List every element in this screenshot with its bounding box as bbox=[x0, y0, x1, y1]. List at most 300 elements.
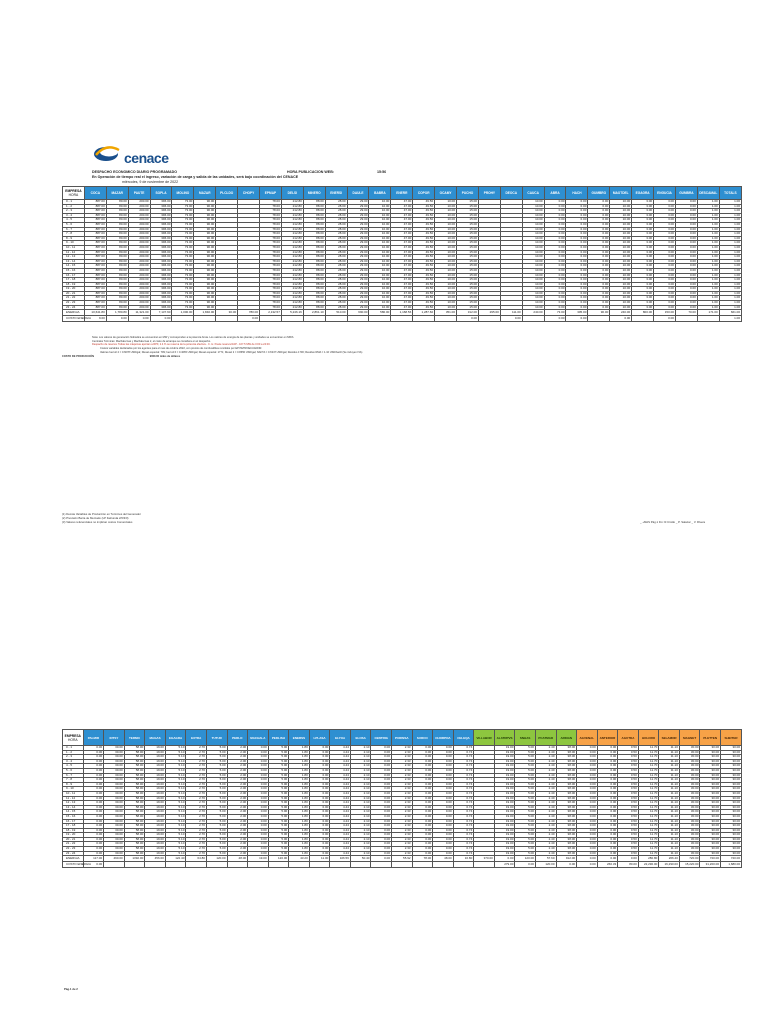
hour-cell: 12 - 13 bbox=[63, 801, 84, 806]
value-cell: 0.50 bbox=[618, 796, 639, 801]
value-cell: 0.00 bbox=[544, 305, 566, 310]
value-cell: 3.00 bbox=[632, 282, 654, 287]
value-cell: 58.00 bbox=[124, 782, 145, 787]
value-cell: 2.00 bbox=[227, 778, 248, 783]
value-cell: 0.00 bbox=[83, 787, 104, 792]
value-cell: 10.00 bbox=[522, 241, 544, 246]
value-cell: 0.00 bbox=[544, 301, 566, 306]
value-cell: 1.00 bbox=[719, 209, 741, 214]
value-cell: 88.00 bbox=[303, 301, 325, 306]
costo-value: 9000.00 bbox=[149, 354, 160, 358]
value-cell: 0.00 bbox=[248, 768, 269, 773]
value-cell: 0.74 bbox=[453, 847, 474, 852]
value-cell: 0.00 bbox=[577, 814, 598, 819]
value-cell: 0.00 bbox=[544, 278, 566, 283]
value-cell: 0.00 bbox=[309, 837, 330, 842]
value-cell: 0.00 bbox=[577, 833, 598, 838]
value-cell: 80.00 bbox=[106, 222, 128, 227]
value-cell: 1.80 bbox=[289, 847, 310, 852]
value-cell: 15.00 bbox=[457, 287, 479, 292]
value-cell: 10.00 bbox=[610, 273, 632, 278]
value-cell: 0.00 bbox=[577, 824, 598, 829]
hour-cell: 2 - 3 bbox=[63, 209, 85, 214]
total-cell: 120.00 bbox=[206, 856, 227, 862]
value-cell: 11.10 bbox=[659, 759, 680, 764]
value-cell: 887.00 bbox=[84, 200, 106, 205]
value-cell: 0.00 bbox=[577, 782, 598, 787]
value-cell: 1.00 bbox=[719, 200, 741, 205]
value-cell: 49.50 bbox=[413, 245, 435, 250]
value-cell: 80.00 bbox=[106, 236, 128, 241]
value-cell: 0.00 bbox=[309, 768, 330, 773]
value-cell: 212.80 bbox=[281, 255, 303, 260]
value-cell: 30.00 bbox=[721, 782, 742, 787]
value-cell: 10.00 bbox=[435, 278, 457, 283]
total-cell: 48.00 bbox=[433, 856, 454, 862]
total-cell: 120.00 bbox=[535, 862, 556, 868]
value-cell: 3.00 bbox=[632, 250, 654, 255]
value-cell: 0.00 bbox=[248, 824, 269, 829]
total-cell bbox=[675, 316, 697, 322]
value-cell: 200.00 bbox=[128, 287, 150, 292]
value-cell: 0.00 bbox=[433, 837, 454, 842]
value-cell: 73.00 bbox=[172, 264, 194, 269]
value-cell: 2.70 bbox=[186, 796, 207, 801]
value-cell: 5.00 bbox=[206, 750, 227, 755]
value-cell: 80.00 bbox=[106, 255, 128, 260]
value-cell: 200.00 bbox=[128, 236, 150, 241]
hour-cell: 19 - 20 bbox=[63, 833, 84, 838]
value-cell: 30.00 bbox=[679, 768, 700, 773]
value-cell: 2.70 bbox=[186, 801, 207, 806]
value-cell: 0.00 bbox=[433, 787, 454, 792]
column-header: AGUTDA bbox=[618, 730, 639, 746]
value-cell: 3.00 bbox=[654, 264, 676, 269]
value-cell: 29.00 bbox=[347, 236, 369, 241]
value-cell: 28.00 bbox=[325, 227, 347, 232]
value-cell: 90.00 bbox=[194, 200, 216, 205]
value-cell: 49.50 bbox=[413, 264, 435, 269]
value-cell: 887.00 bbox=[84, 227, 106, 232]
value-cell: 10.00 bbox=[610, 305, 632, 310]
value-cell: 15.00 bbox=[457, 305, 479, 310]
value-cell: 19.00 bbox=[494, 773, 515, 778]
value-cell: 30.00 bbox=[700, 768, 721, 773]
value-cell: 5.00 bbox=[515, 810, 536, 815]
value-cell: 212.80 bbox=[281, 273, 303, 278]
value-cell: 2.40 bbox=[535, 842, 556, 847]
value-cell: 396.00 bbox=[150, 296, 172, 301]
value-cell: 212.80 bbox=[281, 241, 303, 246]
value-cell: 5.00 bbox=[206, 824, 227, 829]
total-cell bbox=[124, 862, 145, 868]
value-cell: 58.00 bbox=[124, 837, 145, 842]
value-cell: 11.10 bbox=[659, 764, 680, 769]
value-cell: 5.00 bbox=[206, 791, 227, 796]
value-cell: 0.00 bbox=[675, 296, 697, 301]
value-cell: 0.00 bbox=[597, 768, 618, 773]
value-cell: 3.00 bbox=[654, 287, 676, 292]
value-cell: 2.70 bbox=[186, 778, 207, 783]
column-header: ENERR bbox=[391, 187, 413, 200]
value-cell: 30.00 bbox=[679, 805, 700, 810]
value-cell: 2.10 bbox=[350, 759, 371, 764]
value-cell: 0.00 bbox=[577, 768, 598, 773]
value-cell: 0.00 bbox=[248, 750, 269, 755]
value-cell: 2.10 bbox=[350, 814, 371, 819]
value-cell: 15.00 bbox=[457, 296, 479, 301]
value-cell: 0.50 bbox=[618, 750, 639, 755]
value-cell: 3.00 bbox=[632, 287, 654, 292]
value-cell: 15.00 bbox=[457, 222, 479, 227]
value-cell: 0.00 bbox=[577, 847, 598, 852]
value-cell: 29.00 bbox=[347, 213, 369, 218]
value-cell: 4.44 bbox=[330, 814, 351, 819]
value-cell: 0.00 bbox=[566, 250, 588, 255]
value-cell: 10.00 bbox=[522, 268, 544, 273]
value-cell: 1.80 bbox=[289, 819, 310, 824]
value-cell: 30.00 bbox=[104, 837, 125, 842]
value-cell: 10.00 bbox=[610, 301, 632, 306]
hour-cell: 20 - 21 bbox=[63, 291, 85, 296]
value-cell: 0.00 bbox=[309, 828, 330, 833]
value-cell: 0.00 bbox=[433, 782, 454, 787]
value-cell: 47.00 bbox=[391, 222, 413, 227]
value-cell: 0.50 bbox=[618, 787, 639, 792]
total-cell: 111.00 bbox=[500, 310, 522, 316]
total-cell: 122.40 bbox=[165, 856, 186, 862]
value-cell: 80.00 bbox=[106, 213, 128, 218]
value-cell: 0.00 bbox=[371, 759, 392, 764]
value-cell: 11.70 bbox=[638, 847, 659, 852]
value-cell: 3.00 bbox=[632, 213, 654, 218]
value-cell: 1.80 bbox=[289, 824, 310, 829]
value-cell: 0.00 bbox=[675, 259, 697, 264]
value-cell: 3.00 bbox=[632, 232, 654, 237]
value-cell: 11.70 bbox=[638, 764, 659, 769]
value-cell: 1.80 bbox=[289, 810, 310, 815]
table-header-row bbox=[63, 730, 742, 746]
value-cell: 1.00 bbox=[697, 204, 719, 209]
total-cell: 0.00 bbox=[577, 856, 598, 862]
value-cell: 4.44 bbox=[330, 750, 351, 755]
value-cell: 0.00 bbox=[588, 301, 610, 306]
total-cell: 690.00 bbox=[347, 310, 369, 316]
value-cell: 38.00 bbox=[556, 746, 577, 751]
value-cell: 2.00 bbox=[227, 814, 248, 819]
value-cell: 38.00 bbox=[556, 796, 577, 801]
value-cell: 38.00 bbox=[556, 851, 577, 856]
value-cell: 0.00 bbox=[248, 746, 269, 751]
value-cell: 58.00 bbox=[124, 810, 145, 815]
value-cell: 29.00 bbox=[347, 259, 369, 264]
value-cell: 0.00 bbox=[83, 755, 104, 760]
value-cell: 5.10 bbox=[165, 801, 186, 806]
value-cell: 0.00 bbox=[588, 236, 610, 241]
value-cell: 0.00 bbox=[412, 782, 433, 787]
value-cell: 30.00 bbox=[679, 796, 700, 801]
value-cell: 0.00 bbox=[544, 236, 566, 241]
value-cell: 0.00 bbox=[309, 759, 330, 764]
value-cell: 396.00 bbox=[150, 278, 172, 283]
value-cell: 30.00 bbox=[721, 833, 742, 838]
column-header: PERLO bbox=[227, 730, 248, 746]
value-cell: 0.00 bbox=[566, 213, 588, 218]
value-cell: 1.00 bbox=[719, 232, 741, 237]
value-cell: 2.70 bbox=[186, 750, 207, 755]
value-cell: 19.00 bbox=[494, 851, 515, 856]
total-cell bbox=[453, 862, 474, 868]
value-cell: 88.00 bbox=[303, 291, 325, 296]
value-cell: 2.40 bbox=[535, 819, 556, 824]
value-cell: 10.00 bbox=[610, 287, 632, 292]
value-cell: 2.00 bbox=[227, 851, 248, 856]
value-cell: 38.00 bbox=[556, 828, 577, 833]
value-cell: 49.50 bbox=[413, 255, 435, 260]
value-cell: 4.44 bbox=[330, 833, 351, 838]
column-header: COCA bbox=[84, 187, 106, 200]
value-cell: 2.70 bbox=[186, 805, 207, 810]
value-cell: 30.00 bbox=[700, 801, 721, 806]
value-cell: 10.00 bbox=[610, 296, 632, 301]
value-cell: 15.00 bbox=[457, 213, 479, 218]
value-cell: 80.00 bbox=[106, 232, 128, 237]
value-cell: 28.00 bbox=[325, 241, 347, 246]
value-cell: 0.00 bbox=[588, 305, 610, 310]
value-cell: 0.00 bbox=[577, 828, 598, 833]
value-cell: 1.80 bbox=[289, 828, 310, 833]
value-cell: 200.00 bbox=[128, 255, 150, 260]
total-cell: 800.00 bbox=[632, 310, 654, 316]
value-cell: 73.00 bbox=[172, 296, 194, 301]
value-cell: 0.00 bbox=[412, 805, 433, 810]
value-cell: 200.00 bbox=[128, 213, 150, 218]
value-cell: 0.00 bbox=[83, 778, 104, 783]
value-cell: 10.00 bbox=[522, 282, 544, 287]
value-cell: 30.00 bbox=[700, 814, 721, 819]
value-cell: 30.00 bbox=[721, 805, 742, 810]
value-cell: 30.00 bbox=[104, 824, 125, 829]
value-cell: 2.70 bbox=[186, 782, 207, 787]
total-cell: 0.00 bbox=[238, 316, 260, 322]
total-cell: 78.00 bbox=[412, 856, 433, 862]
value-cell: 5.00 bbox=[515, 833, 536, 838]
value-cell: 78.00 bbox=[260, 255, 282, 260]
value-cell: 30.00 bbox=[679, 778, 700, 783]
value-cell: 0.74 bbox=[453, 755, 474, 760]
value-cell: 78.00 bbox=[260, 236, 282, 241]
value-cell: 10.00 bbox=[610, 227, 632, 232]
total-cell: 48.00 bbox=[227, 856, 248, 862]
value-cell: 396.00 bbox=[150, 236, 172, 241]
value-cell: 58.00 bbox=[124, 755, 145, 760]
value-cell: 0.00 bbox=[588, 291, 610, 296]
value-cell: 0.00 bbox=[309, 814, 330, 819]
value-cell: 0.00 bbox=[588, 296, 610, 301]
value-cell: 4.44 bbox=[330, 755, 351, 760]
value-cell: 0.00 bbox=[371, 768, 392, 773]
value-cell: 2.10 bbox=[350, 847, 371, 852]
value-cell: 0.00 bbox=[309, 851, 330, 856]
value-cell: 19.00 bbox=[145, 801, 166, 806]
value-cell: 11.10 bbox=[659, 773, 680, 778]
value-cell: 0.00 bbox=[597, 801, 618, 806]
value-cell: 80.00 bbox=[106, 241, 128, 246]
value-cell: 11.70 bbox=[638, 824, 659, 829]
value-cell: 47.00 bbox=[391, 245, 413, 250]
value-cell: 1.00 bbox=[719, 255, 741, 260]
value-cell: 2.40 bbox=[535, 837, 556, 842]
total-cell bbox=[478, 316, 500, 322]
value-cell: 887.00 bbox=[84, 236, 106, 241]
value-cell: 0.50 bbox=[618, 782, 639, 787]
value-cell: 90.00 bbox=[194, 291, 216, 296]
value-cell: 0.00 bbox=[566, 255, 588, 260]
value-cell: 887.00 bbox=[84, 273, 106, 278]
value-cell: 1.80 bbox=[289, 805, 310, 810]
value-cell: 0.00 bbox=[577, 819, 598, 824]
value-cell: 73.00 bbox=[172, 222, 194, 227]
value-cell: 10.00 bbox=[522, 209, 544, 214]
value-cell: 19.00 bbox=[494, 842, 515, 847]
value-cell: 4.44 bbox=[330, 810, 351, 815]
value-cell: 200.00 bbox=[128, 296, 150, 301]
value-cell: 73.00 bbox=[172, 301, 194, 306]
value-cell: 78.00 bbox=[260, 250, 282, 255]
total-cell bbox=[248, 862, 269, 868]
value-cell: 0.00 bbox=[566, 264, 588, 269]
value-cell: 2.70 bbox=[186, 810, 207, 815]
value-cell: 0.00 bbox=[544, 291, 566, 296]
value-cell: 73.00 bbox=[172, 236, 194, 241]
value-cell: 887.00 bbox=[84, 209, 106, 214]
value-cell: 0.00 bbox=[566, 301, 588, 306]
value-cell: 3.00 bbox=[654, 218, 676, 223]
value-cell: 47.00 bbox=[391, 305, 413, 310]
value-cell: 1.80 bbox=[289, 746, 310, 751]
column-header: MAGAS bbox=[145, 730, 166, 746]
value-cell: 90.00 bbox=[194, 204, 216, 209]
value-cell: 200.00 bbox=[128, 305, 150, 310]
hour-cell: 16 - 17 bbox=[63, 819, 84, 824]
value-cell: 88.00 bbox=[303, 305, 325, 310]
value-cell: 10.00 bbox=[435, 264, 457, 269]
value-cell: 0.50 bbox=[618, 824, 639, 829]
total-cell bbox=[172, 316, 194, 322]
value-cell: 0.00 bbox=[597, 791, 618, 796]
value-cell: 5.00 bbox=[515, 746, 536, 751]
value-cell: 47.00 bbox=[391, 200, 413, 205]
value-cell: 10.00 bbox=[522, 245, 544, 250]
value-cell: 15.00 bbox=[457, 268, 479, 273]
value-cell: 200.00 bbox=[128, 250, 150, 255]
value-cell: 10.00 bbox=[610, 218, 632, 223]
value-cell: 0.00 bbox=[83, 842, 104, 847]
value-cell: 3.00 bbox=[654, 291, 676, 296]
total-cell bbox=[303, 316, 325, 322]
value-cell: 1.00 bbox=[719, 301, 741, 306]
value-cell: 5.00 bbox=[515, 805, 536, 810]
value-cell: 30.00 bbox=[679, 842, 700, 847]
value-cell: 0.00 bbox=[248, 819, 269, 824]
value-cell: 0.00 bbox=[675, 282, 697, 287]
value-cell: 0.74 bbox=[453, 819, 474, 824]
total-cell bbox=[435, 316, 457, 322]
value-cell: 1.00 bbox=[697, 259, 719, 264]
value-cell: 5.00 bbox=[206, 805, 227, 810]
value-cell: 5.10 bbox=[165, 746, 186, 751]
total-cell bbox=[260, 316, 282, 322]
value-cell: 19.00 bbox=[494, 746, 515, 751]
value-cell: 11.10 bbox=[659, 842, 680, 847]
hour-cell: 6 - 7 bbox=[63, 227, 85, 232]
value-cell: 73.00 bbox=[172, 250, 194, 255]
value-cell: 49.50 bbox=[413, 301, 435, 306]
value-cell: 88.00 bbox=[303, 273, 325, 278]
value-cell: 10.00 bbox=[610, 278, 632, 283]
value-cell: 212.80 bbox=[281, 278, 303, 283]
value-cell: 0.00 bbox=[371, 787, 392, 792]
value-cell: 58.00 bbox=[124, 805, 145, 810]
value-cell: 0.00 bbox=[544, 213, 566, 218]
value-cell: 200.00 bbox=[128, 232, 150, 237]
note-line: Valores fuel oil 4 = 0.6078 USD/gal; Diesel especial: 799; fuel oil 6 = 0.4065 USD/gal; Diesel especial: 1771; Diesel 2 = 0.8650 USD/gal; NAFTA = 0.6347 USD/gal; Residuo 1700; Residuo RMA = 1.10 USD/barril (Se incluyen IVA) bbox=[100, 350, 363, 354]
value-cell: 0.00 bbox=[309, 764, 330, 769]
total-cell bbox=[474, 862, 495, 868]
value-cell: 0.74 bbox=[453, 773, 474, 778]
value-cell: 2.33 bbox=[392, 805, 413, 810]
value-cell: 10.00 bbox=[435, 250, 457, 255]
total-cell: 171.00 bbox=[697, 310, 719, 316]
value-cell: 0.00 bbox=[309, 755, 330, 760]
value-cell: 15.00 bbox=[457, 291, 479, 296]
hour-cell: 7 - 8 bbox=[63, 232, 85, 237]
value-cell: 0.00 bbox=[597, 782, 618, 787]
value-cell: 396.00 bbox=[150, 291, 172, 296]
costo-label: COSTO DE PRODUCCIÓN bbox=[62, 354, 94, 358]
value-cell: 19.00 bbox=[145, 778, 166, 783]
footnote-line: (1) Demás Variables de Producción en Términos del Generador bbox=[62, 512, 141, 516]
value-cell: 11.10 bbox=[659, 819, 680, 824]
value-cell: 0.00 bbox=[675, 232, 697, 237]
value-cell: 30.00 bbox=[104, 787, 125, 792]
value-cell: 73.00 bbox=[172, 268, 194, 273]
value-cell: 0.00 bbox=[83, 782, 104, 787]
value-cell: 11.10 bbox=[659, 833, 680, 838]
value-cell: 90.00 bbox=[194, 301, 216, 306]
value-cell: 1.00 bbox=[697, 232, 719, 237]
value-cell: 0.00 bbox=[577, 810, 598, 815]
value-cell: 396.00 bbox=[150, 268, 172, 273]
note-line: Centrales Térmicas: Machala Gas y Machala Gas 2, el costo de arranque se considera en el despacho. bbox=[92, 339, 211, 343]
value-cell: 2.70 bbox=[186, 833, 207, 838]
value-cell: 11.10 bbox=[659, 782, 680, 787]
total-cell: 120.00 bbox=[515, 856, 536, 862]
value-cell: 47.00 bbox=[391, 236, 413, 241]
value-cell: 90.00 bbox=[194, 222, 216, 227]
value-cell: 28.00 bbox=[325, 236, 347, 241]
value-cell: 1.00 bbox=[719, 287, 741, 292]
value-cell: 88.00 bbox=[303, 204, 325, 209]
value-cell: 5.00 bbox=[206, 759, 227, 764]
value-cell: 0.00 bbox=[83, 805, 104, 810]
value-cell: 1.80 bbox=[289, 750, 310, 755]
column-header: INTSY bbox=[104, 730, 125, 746]
value-cell: 10.00 bbox=[369, 218, 391, 223]
value-cell: 396.00 bbox=[150, 245, 172, 250]
value-cell: 88.00 bbox=[303, 218, 325, 223]
value-cell: 396.00 bbox=[150, 282, 172, 287]
